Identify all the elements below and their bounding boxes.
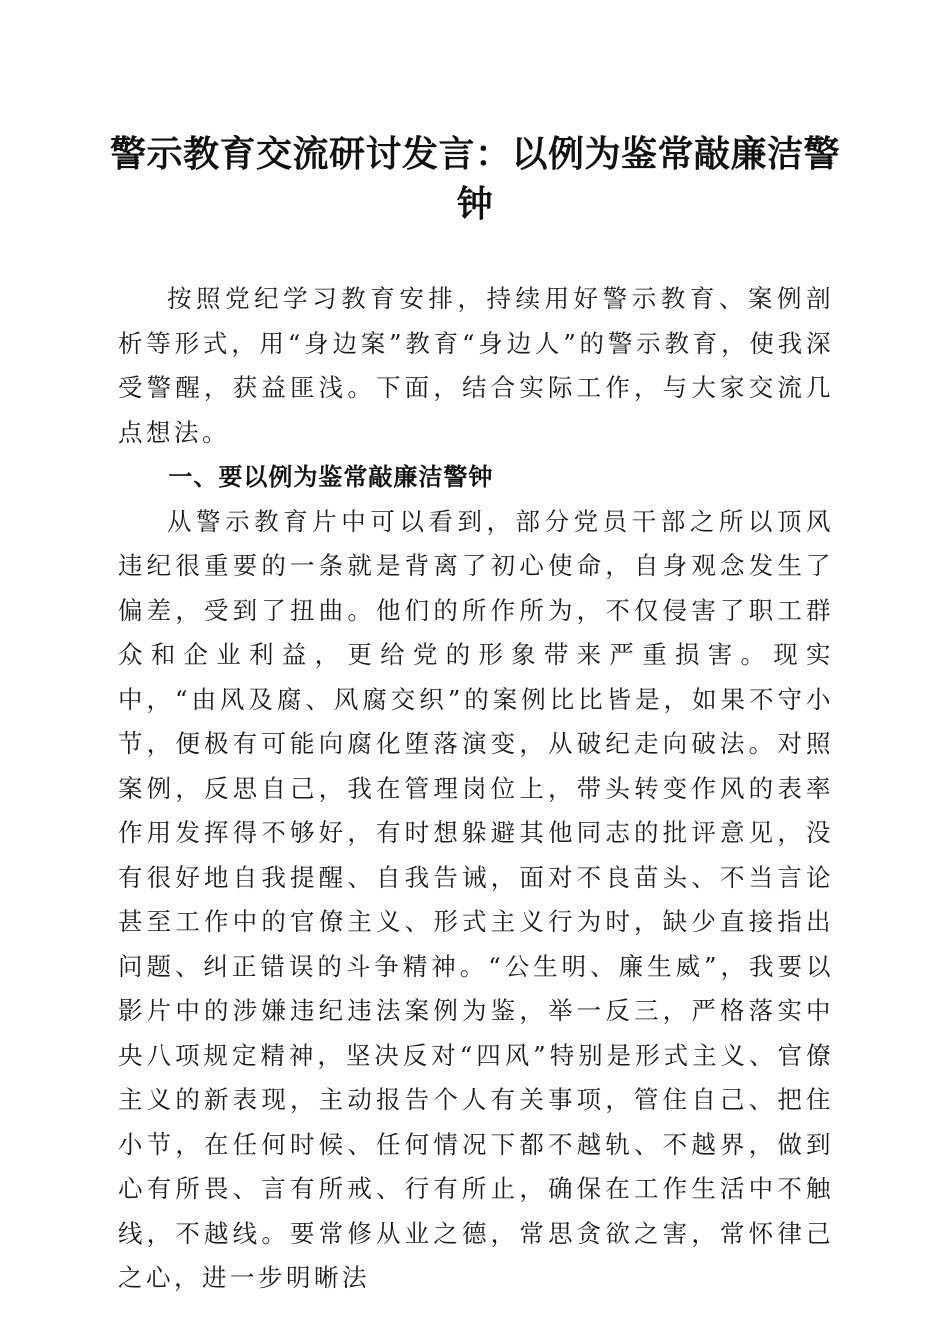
intro-paragraph: 按照党纪学习教育安排，持续用好警示教育、案例剖析等形式，用“身边案”教育“身边人”的警示教育，使我深受警醒，获益匪浅。下面，结合实际工作，与大家交流几点想法。 bbox=[118, 284, 834, 447]
section-heading: 一、要以例为鉴常敲廉洁警钟 bbox=[168, 463, 494, 491]
section-paragraph: 从警示教育片中可以看到，部分党员干部之所以顶风违纪很重要的一条就是背离了初心使命，自身观念发生了偏差，受到了扭曲。他们的所作所为，不仅侵害了职工群众和企业利益，更给党的形象带来严重损害。现实中，“由风及腐、风腐交织”的案例比比皆是，如果不守小节，便极有可能向腐化堕落演变，从破纪走向破法。对照案例，反思自己，我在管理岗位上，带头转变作风的表率作用发挥得不够好，有时想躲避其他同志的批评意见，没有很好地自我提醒、自我告诫，面对不良苗头、不当言论甚至工作中的官僚主义、形式主义行为时，缺少直接指出问题、纠正错误的斗争精神。“公生明、廉生威”，我要以影片中的涉嫌违纪违法案例为鉴，举一反三，严格落实中央八项规定精神，坚决反对“四风”特别是形式主义、官僚主义的新表现，主动报告个人有关事项，管住自己、把住小节，在任何时候、任何情况下都不越轨、不越界，做到心有所畏、言有所戒、行有所止，确保在工作生活中不触线，不越线。要常修从业之德，常思贪欲之害，常怀律己之心，进一步明晰法 bbox=[118, 506, 834, 1292]
document-body bbox=[118, 277, 834, 1301]
document-title: 警示教育交流研讨发言：以例为鉴常敲廉洁警钟 bbox=[110, 134, 841, 225]
